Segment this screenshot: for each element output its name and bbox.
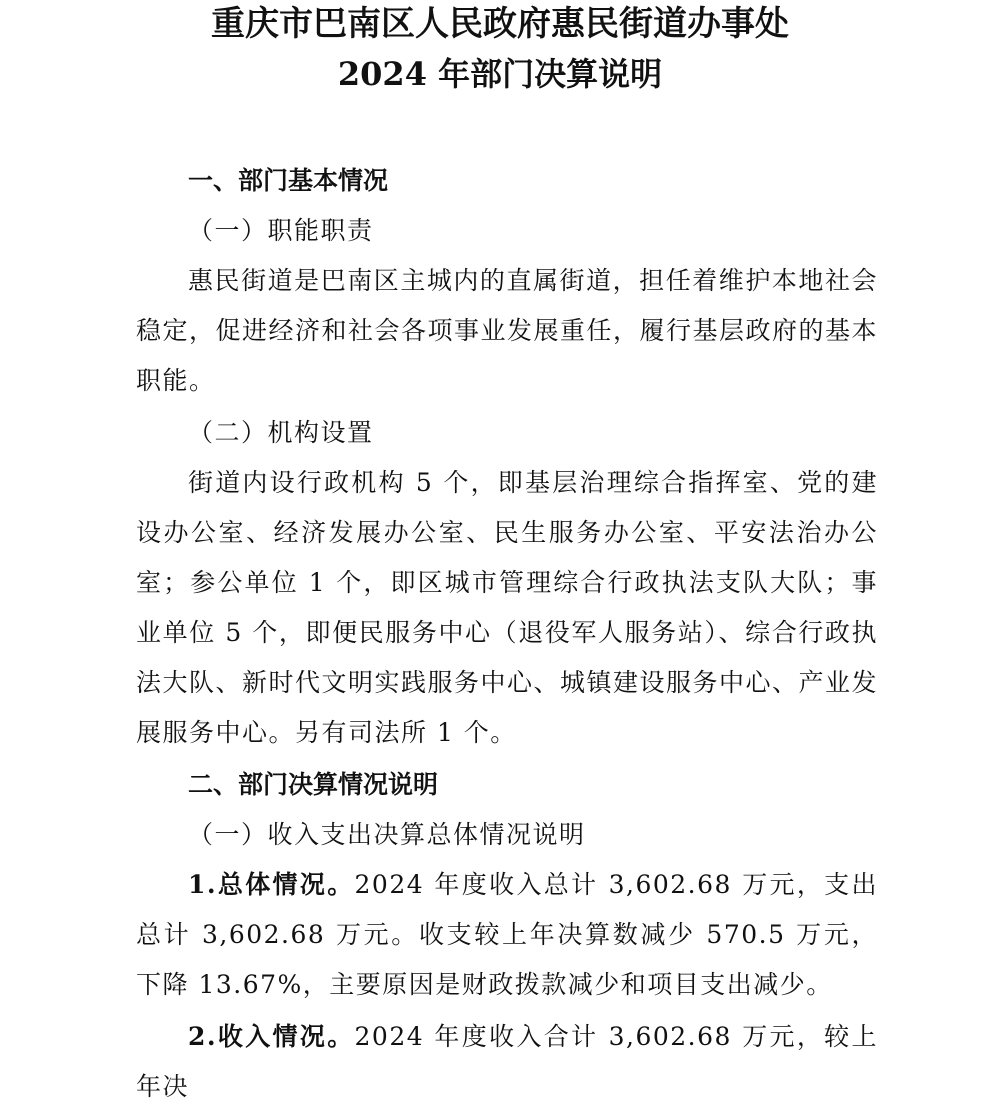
document-title-line2: 2024 年部门决算说明 (337, 55, 663, 93)
section1-sub1-heading: （一）职能职责 (188, 216, 374, 245)
section2-sub1-heading: （一）收入支出决算总体情况说明 (188, 820, 586, 849)
section2-item2-paragraph (136, 1012, 878, 1112)
section1-sub1-text: 惠民街道是巴南区主城内的直属街道，担任着维护本地社会稳定，促进经济和社会各项事业发展重任，履行基层政府的基本职能。 (136, 266, 879, 395)
section1-sub2-heading: （二）机构设置 (188, 418, 374, 447)
section1-heading: 一、部门基本情况 (188, 166, 389, 195)
section2-item2-lead: 2.收入情况。 (188, 1022, 355, 1051)
section2-item1-paragraph (136, 860, 878, 1010)
section2-item1-text: 2024 年度收入总计 3,602.68 万元，支出总计 3,602.68 万元。收支较上年决算数减少 570.5 万元，下降 13.67%，主要原因是财政拨款减少和项目支出减少。 (136, 870, 878, 999)
section2-item1-lead: 1.总体情况。 (188, 870, 355, 899)
document-title-line1: 重庆市巴南区人民政府惠民街道办事处 (211, 4, 789, 44)
section2-item2-text: 2024 年度收入合计 3,602.68 万元，较上年决 (136, 1022, 878, 1101)
section1-sub2-text: 街道内设行政机构 5 个，即基层治理综合指挥室、党的建设办公室、经济发展办公室、民生服务办公室、平安法治办公室；参公单位 1 个，即区城市管理综合行政执法支队大队；事业单位 5 个，即便民服务中心（退役军人服务站）、综合行政执法大队、新时代文明实践服务中心、城镇建设服务中心、产业发展服务中心。另有司法所 1 个。 (136, 468, 879, 747)
section2-heading: 二、部门决算情况说明 (188, 770, 439, 799)
